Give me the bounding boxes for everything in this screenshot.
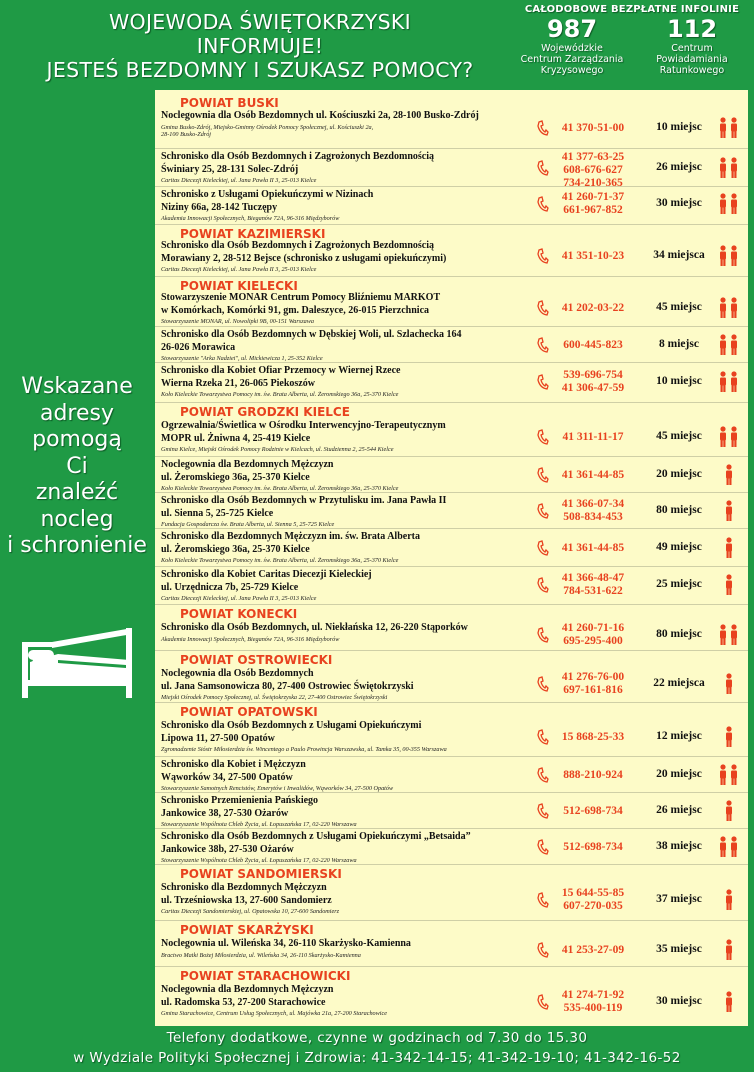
places-count: 30 miejsc [656, 197, 702, 209]
phone-icon [535, 429, 549, 445]
phone-icon [535, 892, 549, 908]
phone-number[interactable]: 41 253-27-09 [561, 943, 625, 956]
shelter-operator [161, 636, 339, 643]
shelter-entry [155, 936, 748, 964]
shelter-name-line: Noclegownia ul. Wileńska 34, 26-110 Skarżysko-Kamienna [161, 938, 411, 949]
shelter-name-line: Lipowa 11, 27-500 Opatów [161, 732, 275, 744]
shelter-name-line: ul. Żeromskiego 36a, 25-370 Kielce [161, 543, 310, 555]
shelter-operator [161, 952, 361, 959]
phone-icon [535, 540, 549, 556]
bed-icon [18, 620, 136, 702]
shelter-operator [161, 521, 334, 528]
infolines-box [512, 4, 752, 76]
phone-number[interactable]: 41 260-71-16 [561, 622, 625, 634]
phone-numbers [551, 769, 635, 782]
infoline-label: Centrum Zarządzania [520, 54, 624, 65]
person-icon [715, 889, 743, 911]
shelter-entry [155, 666, 748, 702]
phone-numbers [551, 151, 635, 190]
phone-numbers [551, 122, 635, 135]
shelter-entry [155, 982, 748, 1022]
title-line: WOJEWODA ŚWIĘTOKRZYSKI [108, 10, 412, 34]
phone-number[interactable]: 41 370-51-00 [561, 121, 625, 134]
shelter-entry [155, 792, 748, 828]
shelter-name [161, 151, 531, 176]
people-pair-icon [715, 836, 743, 858]
shelter-entry [155, 148, 748, 189]
shelter-operator-line: Caritas Diecezji Kieleckiej, ul. Jana Pawła II 3, 25-013 Kielce [161, 595, 317, 602]
shelter-name-line: Ogrzewalnia/Świetlica w Ośrodku Interwencyjno-Terapeutycznym [161, 420, 446, 431]
phone-icon [535, 503, 549, 519]
footer-line: Telefony dodatkowe, czynne w godzinach od 7.30 do 15.30 [166, 1030, 588, 1046]
phone-number[interactable]: 41 361-44-85 [561, 468, 625, 481]
infoline-label: Wojewódzkie [541, 43, 603, 54]
phone-number[interactable]: 539-696-754 [563, 369, 623, 381]
phone-icon [535, 160, 549, 176]
person-icon [715, 991, 743, 1013]
phone-icon [535, 300, 549, 316]
person-icon [715, 726, 743, 748]
places-count: 8 miejsc [659, 338, 699, 350]
places-count: 49 miejsc [656, 541, 702, 553]
shelter-name [161, 759, 531, 784]
places-count: 38 miejsc [656, 840, 702, 852]
shelter-entry [155, 492, 748, 528]
people-pair-icon [715, 764, 743, 786]
shelter-name [161, 795, 531, 820]
phone-number[interactable]: 41 366-48-47 [561, 572, 625, 584]
slogan [0, 374, 154, 560]
shelter-entry [155, 108, 748, 148]
phone-numbers [551, 431, 635, 444]
phone-icon [535, 248, 549, 264]
shelter-name [161, 459, 531, 484]
people-pair-icon [715, 117, 743, 139]
phone-icon [535, 196, 549, 212]
phone-numbers [551, 572, 635, 598]
phone-number[interactable]: 661-967-852 [563, 204, 623, 216]
places-count: 35 miejsc [656, 943, 702, 955]
phone-numbers [551, 841, 635, 854]
shelter-name-line: Noclegownia dla Bezdomnych Mężczyzn [161, 459, 334, 470]
left-column [0, 92, 154, 1032]
person-icon [715, 464, 743, 486]
title-line: INFORMUJE! [196, 34, 324, 58]
phone-icon [535, 839, 549, 855]
slogan-line: i schronienie [7, 533, 147, 558]
powiat-header [155, 864, 748, 880]
places-count: 37 miejsc [656, 893, 702, 905]
shelter-name-line: Schronisko z Usługami Opiekuńczymi w Nizinach [161, 189, 374, 200]
places-count: 20 miejsc [656, 468, 702, 480]
slogan-line: adresy [39, 400, 115, 426]
infoline-label: Centrum [671, 43, 713, 54]
shelter-entry [155, 362, 748, 400]
infolines-heading: CAŁODOBOWE BEZPŁATNE INFOLINIE [524, 4, 740, 15]
shelter-name [161, 984, 531, 1009]
shelter-operator [161, 557, 398, 564]
shelter-name [161, 420, 531, 445]
shelter-name-line: Jankowice 38b, 27-530 Ożarów [161, 843, 294, 855]
shelter-operator [161, 124, 373, 138]
shelter-name-line: Schronisko dla Kobiet i Mężczyzn [161, 759, 306, 770]
shelter-operator-line: Koło Kieleckie Towarzystwa Pomocy im. św. Brata Alberta, ul. Żeromskiego 36a, 25-370 Kielce [161, 485, 399, 492]
shelter-name-line: MOPR ul. Żniwna 4, 25-419 Kielce [161, 432, 311, 444]
phone-icon [535, 803, 549, 819]
shelter-name-line: ul. Trześniowska 13, 27-600 Sandomierz [161, 894, 332, 906]
shelter-operator [161, 215, 339, 222]
phone-numbers [551, 498, 635, 524]
phone-icon [535, 729, 549, 745]
shelter-name-line: ul. Urzędnicza 7b, 25-729 Kielce [161, 581, 299, 593]
main-title [10, 10, 510, 82]
phone-number[interactable]: 734-210-365 [563, 177, 623, 189]
shelter-operator [161, 266, 316, 273]
shelter-entry [155, 186, 748, 220]
phone-number[interactable]: 535-400-119 [563, 1002, 623, 1014]
shelter-operator-line: Caritas Diecezji Sandomierskiej, ul. Opatowska 10, 27-600 Sandomierz [161, 908, 340, 915]
phone-numbers [551, 731, 635, 744]
phone-number[interactable]: 41 361-44-85 [561, 541, 625, 554]
shelter-operator [161, 446, 393, 453]
shelter-operator [161, 821, 357, 828]
infoline-number[interactable]: 987 [546, 15, 598, 43]
shelter-name-line: Noclegownia dla Osób Bezdomnych [161, 668, 314, 679]
infoline-label: Ratunkowego [659, 65, 725, 76]
shelter-operator-line: Miejski Ośrodek Pomocy Społecznej, ul. Świętokrzyska 22, 27-400 Ostrowiec Świętokrzyski [161, 694, 388, 701]
shelter-name-line: 26-026 Morawica [161, 341, 236, 353]
phone-number[interactable]: 600-445-823 [563, 338, 623, 351]
person-icon [715, 673, 743, 695]
shelter-operator-line: Stowarzyszenie Wspólnota Chleb Życia, ul. Łopuszańska 17, 02-220 Warszawa [161, 821, 357, 828]
people-pair-icon [715, 245, 743, 267]
title-line: JESTEŚ BEZDOMNY I SZUKASZ POMOCY? [46, 58, 474, 82]
shelter-name-line: Schronisko dla Osób Bezdomnych i Zagrożonych Bezdomnością [161, 151, 434, 162]
phone-number[interactable]: 607-270-035 [563, 900, 623, 912]
shelter-name-line: ul. Sienna 5, 25-725 Kielce [161, 507, 274, 519]
places-count: 10 miejsc [656, 121, 702, 133]
places-count: 26 miejsc [656, 804, 702, 816]
shelter-operator-line: Gmina Starachowice, Centrum Usług Społecznych, ul. Majówka 21a, 27-200 Starachowice [161, 1010, 387, 1017]
shelter-operator-line: Stowarzyszenie Samotnych Rencistów, Emerytów i Inwalidów, Wąworków 34, 27-500 Opatów [161, 785, 394, 792]
people-pair-icon [715, 426, 743, 448]
shelter-operator-line: Gmina Busko-Zdrój, Miejsko-Gminny Ośrodek Pomocy Społecznej, ul. Kościuszki 2a, [161, 123, 374, 131]
slogan-line: nocleg [40, 506, 114, 532]
shelter-entry [155, 456, 748, 492]
shelter-entry [155, 828, 748, 864]
shelter-name-line: ul. Radomska 53, 27-200 Starachowice [161, 996, 326, 1008]
phone-numbers [551, 369, 635, 395]
places-count: 34 miejsca [653, 249, 705, 261]
phone-number[interactable]: 41 366-07-34 [561, 498, 625, 510]
phone-number[interactable]: 512-698-734 [563, 804, 623, 817]
shelter-name-line: Wierna Rzeka 21, 26-065 Piekoszów [161, 377, 315, 389]
powiat-title: POWIAT KIELECKI [180, 279, 298, 293]
powiat-header [155, 920, 748, 936]
shelter-operator-line: Caritas Diecezji Kieleckiej, ul. Jana Pawła II 3, 25-013 Kielce [161, 266, 317, 273]
powiat-header [155, 702, 748, 718]
shelter-name-line: Schronisko dla Osób Bezdomnych z Usługami Opiekuńczymi [161, 720, 422, 731]
shelter-name-line: Schronisko dla Osób Bezdomnych z Usługami Opiekuńczymi „Betsaida” [161, 831, 471, 842]
shelter-entry [155, 756, 748, 792]
places-count: 20 miejsc [656, 768, 702, 780]
powiat-title: POWIAT GRODZKI KIELCE [180, 405, 350, 419]
shelter-operator [161, 908, 339, 915]
phone-number[interactable]: 608-676-627 [563, 164, 623, 176]
powiat-title: POWIAT SKARŻYSKI [180, 923, 314, 937]
shelter-name-line: Schronisko dla Bezdomnych Mężczyzn [161, 882, 327, 893]
shelter-entry [155, 880, 748, 920]
shelter-name-line: Schronisko dla Osób Bezdomnych, ul. Niekłańska 12, 26-220 Stąporków [161, 622, 468, 633]
phone-number[interactable]: 41 306-47-59 [561, 382, 625, 394]
shelter-name [161, 292, 531, 317]
shelter-operator [161, 391, 398, 398]
phone-number[interactable]: 888-210-924 [563, 768, 623, 781]
shelter-name [161, 938, 531, 951]
phone-number[interactable]: 508-834-453 [563, 511, 623, 523]
shelter-name-line: Schronisko dla Kobiet Ofiar Przemocy w Wiernej Rzece [161, 365, 401, 376]
shelter-name-line: Noclegownia dla Osób Bezdomnych ul. Kościuszki 2a, 28-100 Busko-Zdrój [161, 110, 479, 121]
shelter-name [161, 365, 531, 390]
shelter-entry [155, 566, 748, 602]
phone-number[interactable]: 512-698-734 [563, 840, 623, 853]
phone-numbers [551, 250, 635, 263]
shelter-name [161, 569, 531, 594]
powiat-title: POWIAT SANDOMIERSKI [180, 867, 342, 881]
shelter-name [161, 720, 531, 745]
shelter-name [161, 668, 531, 693]
footer-line: w Wydziale Polityki Społecznej i Zdrowia: 41-342-14-15; 41-342-19-10; 41-342-16-52 [73, 1050, 681, 1066]
slogan-line: znaleźć [35, 480, 119, 505]
infoline-987 [512, 15, 632, 76]
shelter-name [161, 110, 531, 123]
phone-number[interactable]: 15 868-25-33 [561, 730, 625, 743]
shelter-operator-line: Koło Kieleckie Towarzystwa Pomocy im. św. Brata Alberta, ul. Żeromskiego 36a, 25-370 Kielce [161, 557, 399, 564]
shelter-operator-line: Akademia Innowacji Społecznych, Bieganów 72A, 96-316 Międzyborów [161, 215, 340, 222]
shelter-operator [161, 177, 316, 184]
shelter-name [161, 240, 531, 265]
shelter-operator [161, 857, 357, 864]
shelter-name-line: ul. Żeromskiego 36a, 25-370 Kielce [161, 471, 310, 483]
places-count: 80 miejsc [656, 504, 702, 516]
powiat-header [155, 402, 748, 418]
infoline-label: Powiadamiania [656, 54, 728, 65]
shelter-operator [161, 694, 387, 701]
people-pair-icon [715, 193, 743, 215]
people-pair-icon [715, 371, 743, 393]
shelter-operator-line: Stowarzyszenie Wspólnota Chleb Życia, ul. Łopuszańska 17, 02-220 Warszawa [161, 857, 357, 864]
person-icon [715, 939, 743, 961]
phone-number[interactable]: 41 377-63-25 [561, 151, 625, 163]
shelter-entry [155, 418, 748, 456]
phone-numbers [551, 302, 635, 315]
infoline-label: Kryzysowego [540, 65, 604, 76]
phone-number[interactable]: 695-295-400 [563, 635, 623, 647]
shelter-operator [161, 785, 393, 792]
shelter-operator-line: Fundacja Gospodarcza św. Brata Alberta, ul. Sienna 5, 25-725 Kielce [161, 521, 335, 528]
powiat-header [155, 966, 748, 982]
shelter-operator-line: Bractwo Matki Bożej Miłosierdzia, ul. Wileńska 34, 26-110 Skarżysko-Kamienna [161, 951, 361, 959]
shelter-operator-line: Koło Kieleckie Towarzystwa Pomocy im. św. Brata Alberta, ul. Żeromskiego 36a, 25-370 Kielce [161, 391, 399, 398]
shelter-name-line: ul. Jana Samsonowicza 80, 27-400 Ostrowiec Świętokrzyski [161, 680, 414, 692]
shelter-name [161, 622, 531, 635]
shelter-operator [161, 595, 316, 602]
phone-numbers [551, 339, 635, 352]
phone-number[interactable]: 784-531-622 [563, 585, 623, 597]
shelter-name-line: Schronisko Przemienienia Pańskiego [161, 795, 319, 806]
shelter-name [161, 329, 531, 354]
shelter-name-line: Jankowice 38, 27-530 Ożarów [161, 807, 289, 819]
powiat-header [155, 604, 748, 620]
phone-numbers [551, 542, 635, 555]
shelter-name-line: Stowarzyszenie MONAR Centrum Pomocy Bliźniemu MARKOT [161, 292, 441, 303]
phone-icon [535, 767, 549, 783]
shelter-operator-line: 28-100 Busko-Zdrój [161, 130, 212, 138]
shelter-operator-line: Stowarzyszenie MONAR, ul. Nowolipki 9B, 00-151 Warszawa [161, 318, 314, 325]
shelter-operator [161, 355, 323, 362]
places-count: 10 miejsc [656, 375, 702, 387]
shelter-name-line: Noclegownia dla Bezdomnych Mężczyzn [161, 984, 334, 995]
powiat-title: POWIAT OPATOWSKI [180, 705, 318, 719]
shelter-operator-line: Akademia Innowacji Społecznych, Bieganów 72A, 96-316 Międzyborów [161, 635, 340, 643]
phone-number[interactable]: 697-161-816 [563, 684, 623, 696]
phone-number[interactable]: 41 274-71-92 [561, 989, 625, 1001]
places-count: 22 miejsca [653, 677, 705, 689]
places-count: 26 miejsc [656, 161, 702, 173]
phone-icon [535, 627, 549, 643]
infoline-number[interactable]: 112 [666, 15, 718, 43]
phone-numbers [551, 671, 635, 697]
shelter-name-line: Schronisko dla Osób Bezdomnych i Zagrożonych Bezdomnością [161, 240, 434, 251]
phone-numbers [551, 805, 635, 818]
people-pair-icon [715, 334, 743, 356]
powiat-title: POWIAT KAZIMIERSKI [180, 227, 326, 241]
shelter-entry [155, 290, 748, 326]
shelter-list [155, 90, 748, 1026]
phone-number[interactable]: 15 644-55-85 [561, 887, 625, 899]
shelter-name [161, 495, 531, 520]
phone-numbers [551, 469, 635, 482]
shelter-name [161, 882, 531, 907]
shelter-entry [155, 238, 748, 274]
phone-number[interactable]: 41 351-10-23 [561, 249, 625, 262]
places-count: 45 miejsc [656, 301, 702, 313]
slogan-line: pomogą [32, 427, 122, 452]
shelter-name-line: w Komórkach, Komórki 91, gm. Daleszyce, 26-015 Pierzchnica [161, 304, 430, 316]
shelter-name-line: Schronisko dla Kobiet Caritas Diecezji Kieleckiej [161, 569, 372, 580]
shelter-name-line: Świniary 25, 28-131 Solec-Zdrój [161, 163, 299, 175]
phone-icon [535, 676, 549, 692]
places-count: 45 miejsc [656, 430, 702, 442]
phone-icon [535, 120, 549, 136]
shelter-operator-line: Zgromadzenie Sióstr Miłosierdzia św. Wincentego a Paulo Prowincja Warszawska, ul. Tamka 35, 00-355 Warszawa [161, 746, 447, 753]
shelter-name [161, 831, 531, 856]
powiat-title: POWIAT KONECKI [180, 607, 298, 621]
phone-number[interactable]: 41 202-03-22 [561, 301, 625, 314]
places-count: 80 miejsc [656, 628, 702, 640]
shelter-name-line: Schronisko dla Osób Bezdomnych w Dębskiej Woli, ul. Szlachecka 164 [161, 329, 462, 340]
person-icon [715, 574, 743, 596]
slogan-line: Ci [66, 453, 88, 479]
shelter-name-line: Niziny 66a, 28-142 Tuczępy [161, 201, 278, 213]
people-pair-icon [715, 624, 743, 646]
phone-icon [535, 467, 549, 483]
shelter-entry [155, 528, 748, 566]
phone-icon [535, 337, 549, 353]
shelter-operator [161, 746, 447, 753]
phone-icon [535, 942, 549, 958]
phone-icon [535, 994, 549, 1010]
shelter-name-line: Wąworków 34, 27-500 Opatów [161, 771, 293, 783]
phone-numbers [551, 989, 635, 1015]
shelter-name-line: Schronisko dla Osób Bezdomnych w Przytulisku im. Jana Pawła II [161, 495, 447, 506]
phone-icon [535, 577, 549, 593]
phone-numbers [551, 887, 635, 913]
powiat-title: POWIAT STARACHOWICKI [180, 969, 351, 983]
powiat-header [155, 650, 748, 666]
places-count: 25 miejsc [656, 578, 702, 590]
shelter-operator-line: Caritas Diecezji Kieleckiej, ul. Jana Pawła II 3, 25-013 Kielce [161, 177, 317, 184]
person-icon [715, 500, 743, 522]
infoline-112 [632, 15, 752, 76]
person-icon [715, 537, 743, 559]
phone-number[interactable]: 41 276-76-00 [561, 671, 625, 683]
slogan-line: Wskazane [21, 374, 133, 399]
people-pair-icon [715, 297, 743, 319]
shelter-name-line: Schronisko dla Bezdomnych Mężczyzn im. św. Brata Alberta [161, 531, 420, 542]
shelter-operator [161, 318, 314, 325]
phone-number[interactable]: 41 311-11-17 [562, 430, 624, 443]
powiat-title: POWIAT OSTROWIECKI [180, 653, 333, 667]
places-count: 12 miejsc [656, 730, 702, 742]
shelter-entry [155, 326, 748, 362]
shelter-operator [161, 485, 398, 492]
phone-numbers [551, 191, 635, 217]
shelter-operator [161, 1010, 387, 1017]
phone-numbers [551, 944, 635, 957]
shelter-operator-line: Stowarzyszenie "Arka Nadziei", ul. Mickiewicza 1, 25-352 Kielce [161, 355, 323, 362]
person-icon [715, 800, 743, 822]
powiat-title: POWIAT BUSKI [180, 96, 279, 110]
phone-number[interactable]: 41 260-71-37 [561, 191, 625, 203]
shelter-operator-line: Gmina Kielce, Miejski Ośrodek Pomocy Rodzinie w Kielcach, ul. Studzienna 2, 25-544 Kielce [161, 446, 394, 453]
places-count: 30 miejsc [656, 995, 702, 1007]
shelter-name-line: Morawiany 2, 28-512 Bejsce (schronisko z usługami opiekuńczymi) [161, 252, 447, 264]
footer [0, 1028, 754, 1068]
phone-icon [535, 374, 549, 390]
people-pair-icon [715, 157, 743, 179]
shelter-name [161, 189, 531, 214]
phone-numbers [551, 622, 635, 648]
shelter-name [161, 531, 531, 556]
shelter-entry [155, 718, 748, 756]
shelter-entry [155, 620, 748, 650]
